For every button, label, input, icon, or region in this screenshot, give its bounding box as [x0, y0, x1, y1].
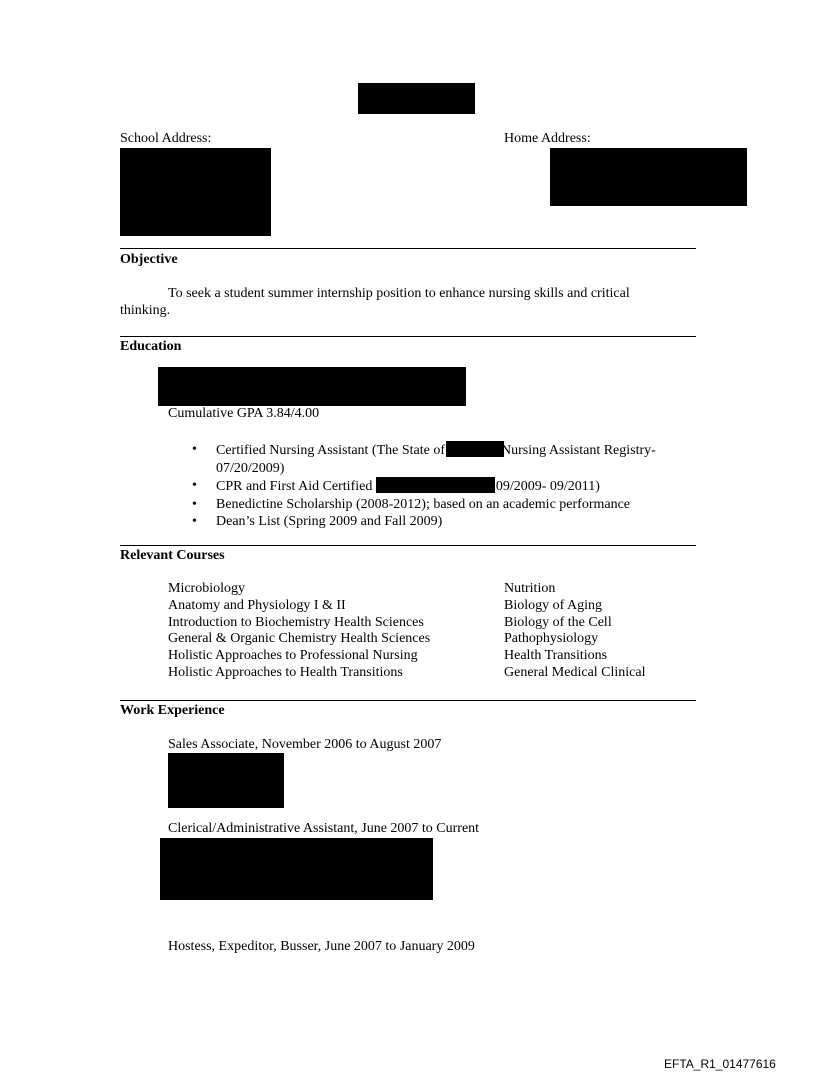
education-heading: Education [120, 339, 182, 354]
courses-right-column [504, 581, 646, 682]
home-address-label: Home Address: [504, 131, 591, 146]
bullet-text: Nursing Assistant Registry- [501, 443, 656, 458]
redacted-certifier [376, 477, 495, 493]
list-item: Biology of the Cell [504, 614, 612, 630]
list-item: Biology of Aging [504, 597, 603, 613]
divider-objective [120, 248, 696, 249]
divider-education [120, 336, 696, 337]
job-title: Hostess, Expeditor, Busser, June 2007 to January 2009 [168, 939, 475, 954]
bullet-icon: • [192, 514, 197, 529]
courses-heading: Relevant Courses [120, 548, 225, 563]
list-item: General & Organic Chemistry Health Sciences [168, 631, 431, 647]
divider-work [120, 700, 696, 701]
courses-left-column [168, 581, 430, 682]
list-item: Holistic Approaches to Health Transitions [168, 664, 403, 680]
list-item [192, 441, 712, 477]
list-item: Holistic Approaches to Professional Nursing [168, 648, 418, 664]
redacted-employer [168, 753, 284, 808]
list-item [192, 477, 712, 496]
redacted-school-address [120, 148, 271, 236]
bullet-text: 07/20/2009) [216, 460, 285, 476]
redacted-state [446, 441, 504, 457]
redacted-school-name [158, 367, 466, 406]
objective-heading: Objective [120, 252, 178, 267]
divider-courses [120, 545, 696, 546]
bullet-text: 09/2009- 09/2011) [495, 479, 600, 494]
bullet-text: Dean’s List (Spring 2009 and Fall 2009) [216, 514, 443, 529]
list-item [192, 496, 712, 514]
school-address-label: School Address: [120, 131, 212, 146]
list-item: Anatomy and Physiology I & II [168, 597, 346, 613]
list-item: Nutrition [504, 581, 556, 596]
education-list [192, 441, 712, 531]
redacted-home-address [550, 148, 747, 206]
objective-text-line2: thinking. [120, 303, 171, 318]
job-title: Clerical/Administrative Assistant, June 2007 to Current [168, 821, 480, 836]
redacted-name [358, 83, 475, 114]
list-item: Health Transitions [504, 648, 608, 664]
redacted-employer [160, 838, 433, 900]
list-item: Introduction to Biochemistry Health Sciences [168, 614, 424, 630]
bullet-icon: • [192, 478, 197, 493]
bullet-text: CPR and First Aid Certified [216, 479, 373, 494]
list-item: Pathophysiology [504, 631, 599, 647]
list-item [192, 513, 712, 531]
bullet-text: Benedictine Scholarship (2008-2012); based on an academic performance [216, 496, 631, 512]
gpa-text: Cumulative GPA 3.84/4.00 [168, 406, 320, 421]
bullet-icon: • [192, 442, 197, 457]
document-id: EFTA_R1_01477616 [664, 1057, 776, 1071]
bullet-text: Certified Nursing Assistant (The State of [216, 443, 446, 458]
list-item: Microbiology [168, 581, 245, 596]
list-item: General Medical Clinical [504, 664, 646, 680]
objective-text-line1: To seek a student summer internship position to enhance nursing skills and critical [168, 286, 630, 301]
work-heading: Work Experience [120, 703, 225, 718]
job-title: Sales Associate, November 2006 to August 2007 [168, 737, 442, 752]
bullet-icon: • [192, 496, 197, 512]
